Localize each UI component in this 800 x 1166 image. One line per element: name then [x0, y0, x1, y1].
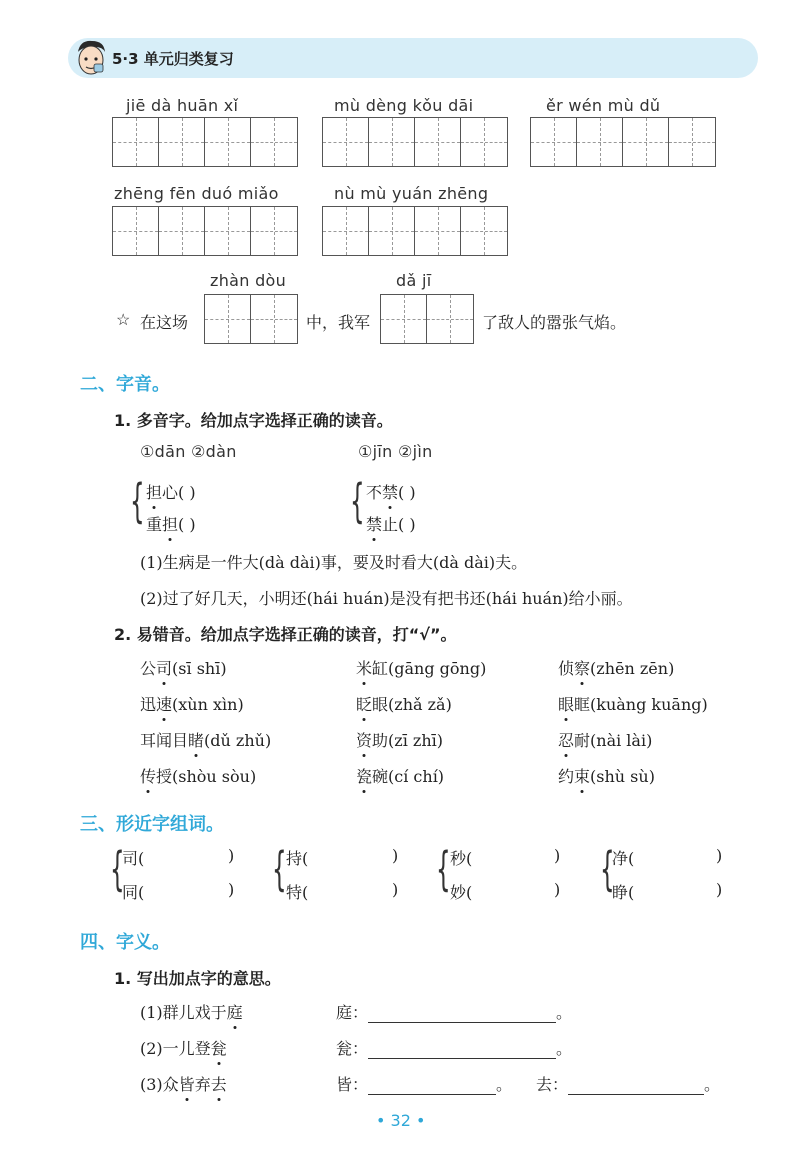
pinyin-choice-item[interactable]: 忍耐(nài lài): [558, 728, 652, 751]
brace-icon: {: [600, 842, 615, 896]
pinyin-label: jiē dà huān xǐ: [126, 96, 239, 115]
pinyin-label: mù dèng kǒu dāi: [334, 96, 474, 115]
word-item: 担心( ): [146, 480, 196, 503]
writing-grid[interactable]: [112, 206, 298, 256]
meaning-answer[interactable]: 去： 。: [536, 1075, 721, 1094]
section-title: 四、字义。: [80, 932, 170, 953]
word-blank[interactable]: 净(: [612, 849, 635, 868]
writing-grid[interactable]: [322, 117, 508, 167]
writing-grid[interactable]: [380, 294, 474, 344]
brace-icon: {: [272, 842, 287, 896]
pinyin-choice-item[interactable]: 米缸(gāng gōng): [356, 656, 486, 679]
blank-close: ): [392, 846, 399, 865]
pinyin-choice-item[interactable]: 眼眶(kuàng kuāng): [558, 692, 708, 715]
sentence-item: (1)生病是一件大(dà dài)事，要及时看大(dà dài)夫。: [140, 553, 528, 572]
meaning-answer[interactable]: 瓮： 。: [336, 1039, 573, 1058]
pinyin-choice-item[interactable]: 资助(zī zhī): [356, 728, 443, 751]
page-header-title: 5·3 单元归类复习: [112, 50, 234, 68]
question-title: 2. 易错音。给加点字选择正确的读音，打“√”。: [114, 625, 457, 644]
star-icon: ☆: [116, 310, 131, 329]
blank-close: ): [392, 880, 399, 899]
blank-close: ): [716, 880, 723, 899]
pinyin-choice-item[interactable]: 耳闻目睹(dǔ zhǔ): [140, 728, 271, 751]
pinyin-choice-item[interactable]: 侦察(zhēn zēn): [558, 656, 674, 679]
blank-close: ): [716, 846, 723, 865]
pinyin-label: zhēng fēn duó miǎo: [114, 184, 279, 203]
brace-icon: {: [110, 842, 125, 896]
pinyin-options: ①dān ②dàn: [140, 442, 237, 461]
word-item: 不禁( ): [366, 480, 416, 503]
sentence-text: 中，我军: [306, 313, 371, 332]
sentence-item: (2)过了好几天，小明还(hái huán)是没有把书还(hái huán)给小丽。: [140, 589, 633, 608]
writing-grid[interactable]: [530, 117, 716, 167]
page-number: • 32 •: [376, 1111, 426, 1130]
blank-close: ): [554, 846, 561, 865]
word-blank[interactable]: 特(: [286, 883, 309, 902]
word-item: 禁止( ): [366, 512, 416, 535]
meaning-answer[interactable]: 皆： 。: [336, 1075, 513, 1094]
pinyin-label: nù mù yuán zhēng: [334, 184, 489, 203]
section-title: 二、字音。: [80, 374, 170, 395]
sentence-text: 了敌人的嚣张气焰。: [482, 313, 627, 332]
pinyin-choice-item[interactable]: 眨眼(zhǎ zǎ): [356, 692, 452, 715]
pinyin-choice-item[interactable]: 约束(shù sù): [558, 764, 655, 787]
classical-phrase: (1)群儿戏于庭: [140, 1000, 243, 1023]
meaning-answer[interactable]: 庭： 。: [336, 1003, 573, 1022]
brace-icon: {: [130, 474, 145, 528]
word-blank[interactable]: 持(: [286, 849, 309, 868]
writing-grid[interactable]: [112, 117, 298, 167]
pinyin-choice-item[interactable]: 瓷碗(cí chí): [356, 764, 444, 787]
question-title: 1. 写出加点字的意思。: [114, 969, 281, 988]
word-blank[interactable]: 睁(: [612, 883, 635, 902]
sentence-text: 在这场: [140, 313, 189, 332]
word-blank[interactable]: 秒(: [450, 849, 473, 868]
classical-phrase: (3)众皆弃去: [140, 1072, 227, 1095]
writing-grid[interactable]: [204, 294, 298, 344]
pinyin-choice-item[interactable]: 传授(shòu sòu): [140, 764, 256, 787]
pinyin-choice-item[interactable]: 公司(sī shī): [140, 656, 227, 679]
pinyin-choice-item[interactable]: 迅速(xùn xìn): [140, 692, 244, 715]
writing-grid[interactable]: [322, 206, 508, 256]
pinyin-label: ěr wén mù dǔ: [546, 96, 661, 115]
word-blank[interactable]: 同(: [122, 883, 145, 902]
brace-icon: {: [436, 842, 451, 896]
word-blank[interactable]: 司(: [122, 849, 145, 868]
blank-close: ): [228, 880, 235, 899]
blank-close: ): [554, 880, 561, 899]
blank-close: ): [228, 846, 235, 865]
word-item: 重担( ): [146, 512, 196, 535]
word-blank[interactable]: 妙(: [450, 883, 473, 902]
section-title: 三、形近字组词。: [80, 814, 224, 835]
classical-phrase: (2)一儿登瓮: [140, 1036, 227, 1059]
pinyin-label: zhàn dòu: [210, 271, 287, 290]
brace-icon: {: [350, 474, 365, 528]
question-title: 1. 多音字。给加点字选择正确的读音。: [114, 411, 393, 430]
pinyin-options: ①jīn ②jìn: [358, 442, 433, 461]
student-face-icon: [72, 38, 110, 78]
pinyin-label: dǎ jī: [396, 271, 432, 290]
